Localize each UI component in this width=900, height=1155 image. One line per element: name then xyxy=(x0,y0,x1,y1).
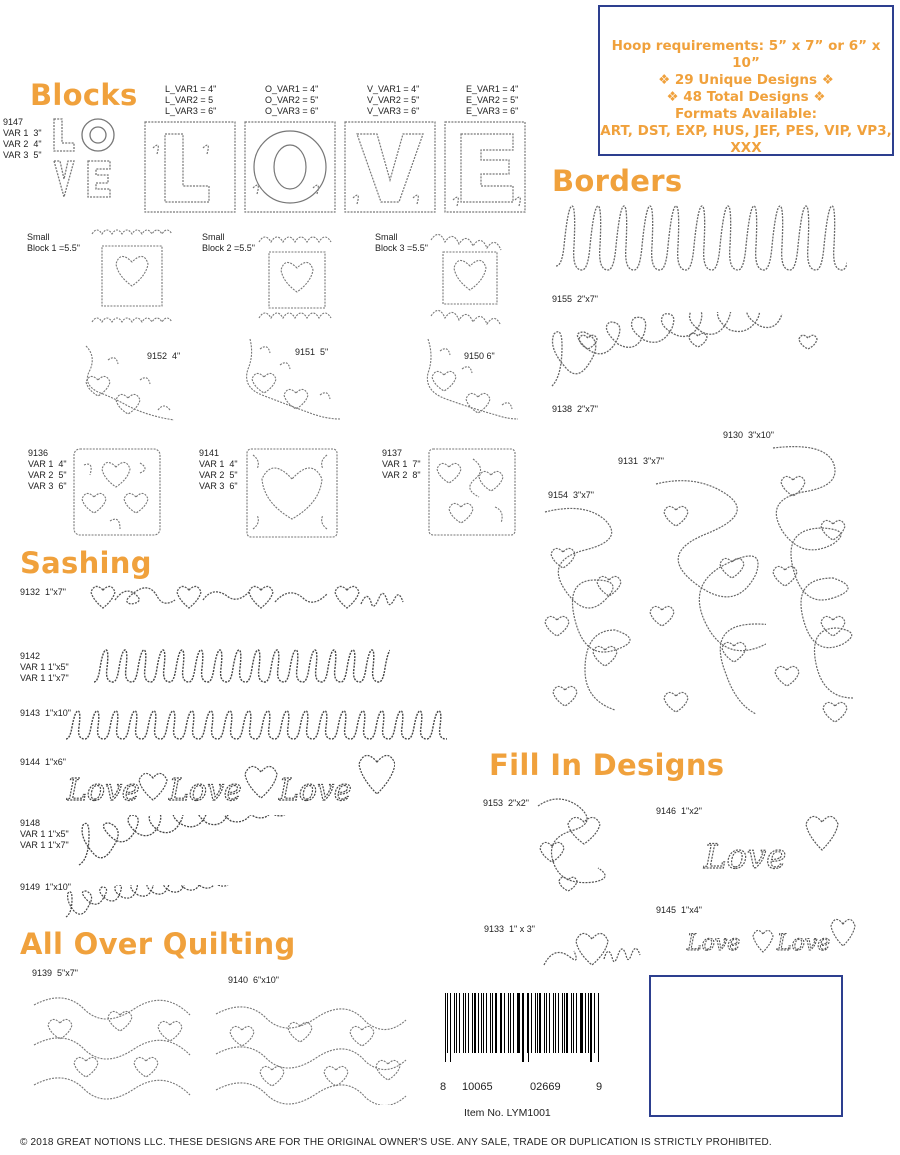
label-v-var: V_VAR1 = 4" V_VAR2 = 5" V_VAR3 = 6" xyxy=(367,84,420,116)
barcode-bar xyxy=(472,993,473,1053)
barcode-bar xyxy=(490,993,491,1053)
corner-9152-art xyxy=(78,340,181,425)
barcode-digit-last: 9 xyxy=(596,1081,603,1093)
label-9140: 9140 6"x10" xyxy=(228,975,279,985)
section-sashing: Sashing xyxy=(20,546,152,580)
sashing-9148-art xyxy=(75,815,405,875)
fill-9133-art xyxy=(540,915,645,975)
barcode-bar xyxy=(571,993,572,1053)
label-9145: 9145 1"x4" xyxy=(656,905,702,915)
label-9146: 9146 1"x2" xyxy=(656,806,702,816)
section-borders: Borders xyxy=(552,164,683,198)
sashing-9143-art xyxy=(62,705,447,745)
barcode-digits-left: 10065 xyxy=(462,1081,493,1093)
label-9131: 9131 3"x7" xyxy=(618,456,664,466)
section-all-over-quilting: All Over Quilting xyxy=(20,927,296,961)
sashing-love-2: Love xyxy=(169,773,242,808)
barcode-bar xyxy=(537,993,538,1053)
barcode-bar xyxy=(445,993,446,1062)
barcode-bar xyxy=(510,993,511,1053)
label-9152: 9152 4" xyxy=(147,351,181,361)
fill-9146-art xyxy=(700,808,840,880)
barcode-bar xyxy=(562,993,563,1053)
label-9149: 9149 1"x10" xyxy=(20,882,71,892)
label-9144: 9144 1"x6" xyxy=(20,757,66,767)
fill-love-3: Love xyxy=(777,931,831,956)
label-9143: 9143 1"x10" xyxy=(20,708,71,718)
label-9137: 9137 VAR 1 7" VAR 2 8" xyxy=(382,448,421,480)
sashing-9132-art xyxy=(85,580,415,622)
formats-heading: Formats Available: xyxy=(674,106,818,122)
small-block-2-art xyxy=(255,228,340,328)
barcode-bar xyxy=(456,993,457,1053)
all-over-9139-art xyxy=(30,985,195,1105)
border-9130-art xyxy=(763,440,863,735)
corner-9151-art xyxy=(240,335,345,423)
blank-label-box xyxy=(649,975,843,1117)
hoop-requirements-box xyxy=(598,5,894,156)
barcode-bar xyxy=(535,993,536,1053)
border-9155-art xyxy=(552,200,847,280)
barcode-bar xyxy=(468,993,469,1053)
label-e-var: E_VAR1 = 4" E_VAR2 = 5" E_VAR3 = 6" xyxy=(466,84,519,116)
label-9142: 9142 VAR 1 1"x5" VAR 1 1"x7" xyxy=(20,651,69,683)
corner-9150-art xyxy=(418,335,523,425)
barcode-bar xyxy=(513,993,514,1053)
all-over-9140-art xyxy=(212,990,412,1105)
barcode-bar xyxy=(573,993,574,1053)
sashing-9149-art xyxy=(62,885,407,925)
label-l-var: L_VAR1 = 4" L_VAR2 = 5 L_VAR3 = 6" xyxy=(165,84,217,116)
love-stacked-block-art xyxy=(50,115,130,205)
label-small-block-3: Small Block 3 =5.5" xyxy=(375,232,428,253)
label-9155: 9155 2"x7" xyxy=(552,294,598,304)
item-number: Item No. LYM1001 xyxy=(464,1107,551,1119)
block-9137-art xyxy=(425,445,520,540)
barcode-bar xyxy=(585,993,586,1053)
sashing-love-1: Love xyxy=(67,773,140,808)
barcode-bar xyxy=(576,993,577,1053)
barcode-bar xyxy=(459,993,460,1053)
fill-love-2: Love xyxy=(687,931,741,956)
barcode-bar xyxy=(501,993,502,1053)
barcode-bar xyxy=(500,993,501,1053)
barcode-digit-first: 8 xyxy=(440,1081,447,1093)
label-9133: 9133 1" x 3" xyxy=(484,924,535,934)
label-9151: 9151 5" xyxy=(295,347,329,357)
barcode-bar xyxy=(544,993,545,1053)
formats-list: ART, DST, EXP, HUS, JEF, PES, VIP, VP3, XXX xyxy=(600,123,892,156)
sashing-9142-art xyxy=(90,646,390,688)
hoop-sizes: Hoop requirements: 5” x 7” or 6” x 10” xyxy=(611,38,881,71)
barcode-bar xyxy=(454,993,456,1053)
barcode-bar xyxy=(465,993,466,1053)
label-9138: 9138 2"x7" xyxy=(552,404,598,414)
love-letter-blocks-art xyxy=(143,118,528,218)
border-9131-art xyxy=(636,470,766,735)
barcode-bar xyxy=(527,993,528,1053)
label-9139: 9139 5"x7" xyxy=(32,968,78,978)
barcode-bar xyxy=(580,993,581,1053)
barcode-bar xyxy=(492,993,493,1053)
barcode-bar xyxy=(528,993,529,1062)
barcode-bar xyxy=(478,993,479,1053)
barcode-bar xyxy=(581,993,582,1053)
barcode-bar xyxy=(486,993,487,1053)
label-9153: 9153 2"x2" xyxy=(483,798,529,808)
section-blocks: Blocks xyxy=(30,78,138,112)
barcode-bar xyxy=(522,993,523,1062)
border-9138-art xyxy=(548,312,863,402)
barcode-bar xyxy=(598,993,599,1062)
barcode-bar xyxy=(508,993,509,1053)
barcode-bar xyxy=(504,993,505,1053)
barcode-bar xyxy=(558,993,559,1053)
label-9147: 9147 VAR 1 3" VAR 2 4" VAR 3 5" xyxy=(3,117,42,160)
total-designs-count: ❖ 48 Total Designs ❖ xyxy=(666,89,826,105)
label-9148: 9148 VAR 1 1"x5" VAR 1 1"x7" xyxy=(20,818,69,850)
label-9141: 9141 VAR 1 4" VAR 2 5" VAR 3 6" xyxy=(199,448,238,491)
barcode-bar xyxy=(474,993,476,1053)
label-9136: 9136 VAR 1 4" VAR 2 5" VAR 3 6" xyxy=(28,448,67,491)
barcode-bar xyxy=(495,993,497,1053)
barcode-bar xyxy=(546,993,547,1053)
small-block-3-art xyxy=(425,230,515,325)
block-9141-art xyxy=(243,445,343,540)
sashing-love-3: Love xyxy=(279,773,352,808)
barcode-bar xyxy=(483,993,484,1053)
barcode-bar xyxy=(555,993,556,1053)
label-small-block-2: Small Block 2 =5.5" xyxy=(202,232,255,253)
barcode-digits-right: 02669 xyxy=(530,1081,561,1093)
block-9136-art xyxy=(70,445,165,540)
unique-designs-count: ❖ 29 Unique Designs ❖ xyxy=(658,72,834,88)
fill-9153-art xyxy=(528,792,618,894)
label-9154: 9154 3"x7" xyxy=(548,490,594,500)
barcode-bar xyxy=(517,993,518,1053)
barcode-bar xyxy=(518,993,520,1053)
barcode-bar xyxy=(594,993,595,1053)
barcode-bar xyxy=(566,993,568,1053)
barcode xyxy=(445,993,600,1053)
barcode-bar xyxy=(447,993,448,1053)
border-9154-art xyxy=(535,500,640,730)
label-9132: 9132 1"x7" xyxy=(20,587,66,597)
barcode-bar xyxy=(549,993,550,1053)
barcode-bar xyxy=(450,993,451,1062)
label-o-var: O_VAR1 = 4" O_VAR2 = 5" O_VAR3 = 6" xyxy=(265,84,319,116)
label-9150: 9150 6" xyxy=(464,351,495,361)
fill-love-1: Love xyxy=(704,837,787,877)
barcode-bar xyxy=(463,993,464,1053)
fill-9145-art xyxy=(685,912,860,962)
barcode-bar xyxy=(531,993,532,1053)
barcode-bar xyxy=(539,993,541,1053)
sashing-9144-art xyxy=(65,748,395,810)
label-9130: 9130 3"x10" xyxy=(723,430,774,440)
barcode-bar xyxy=(564,993,565,1053)
barcode-bar xyxy=(553,993,554,1053)
label-small-block-1: Small Block 1 =5.5" xyxy=(27,232,80,253)
copyright-notice: © 2018 GREAT NOTIONS LLC. THESE DESIGNS ARE FOR THE ORIGINAL OWNER'S USE. ANY SALE, TRADE OR DUPLICATION IS STRICTLY PROHIBITED. xyxy=(20,1137,772,1148)
barcode-bar xyxy=(588,993,589,1053)
small-block-1-art xyxy=(90,228,175,328)
barcode-bar xyxy=(590,993,592,1062)
barcode-bar xyxy=(481,993,482,1053)
section-fill-in-designs: Fill In Designs xyxy=(489,748,725,782)
